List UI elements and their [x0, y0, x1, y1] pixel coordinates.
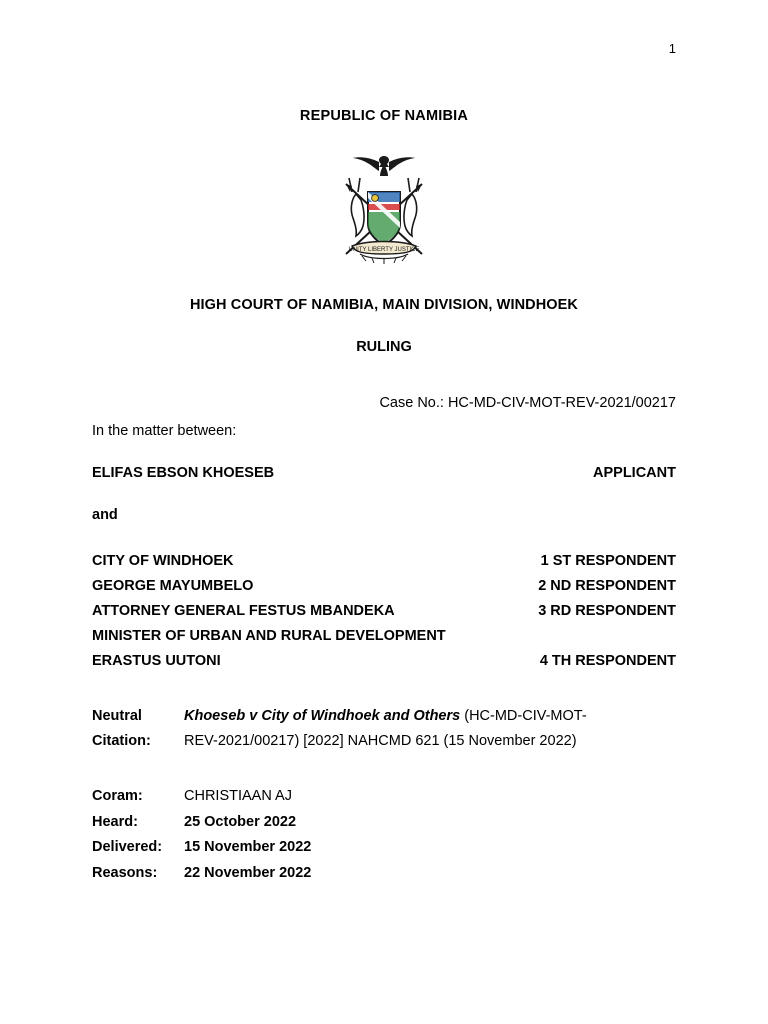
conjunction-and: and [92, 507, 118, 523]
applicant-name: ELIFAS EBSON KHOESEB [92, 465, 275, 481]
respondent-name: MINISTER OF URBAN AND RURAL DEVELOPMENT [92, 628, 446, 644]
respondent-row [92, 549, 676, 574]
neutral-citation-label: Neutral Citation: [92, 708, 151, 749]
heading-court: HIGH COURT OF NAMIBIA, MAIN DIVISION, WINDHOEK [189, 297, 579, 313]
reasons-row [92, 861, 676, 887]
coram-block [92, 784, 676, 886]
respondent-row [92, 624, 676, 649]
coram-value: CHRISTIAAN AJ [184, 788, 292, 804]
delivered-value: 15 November 2022 [184, 839, 312, 855]
case-number: Case No.: HC-MD-CIV-MOT-REV-2021/00217 [379, 395, 676, 411]
delivered-label: Delivered: [92, 839, 163, 855]
page-number: 1 [668, 41, 676, 56]
applicant-row [92, 465, 676, 481]
document-content [92, 108, 676, 886]
respondent-row [92, 599, 676, 624]
respondent-role [512, 624, 676, 649]
heard-label: Heard: [92, 813, 138, 830]
respondent-role: 3 RD RESPONDENT [538, 603, 676, 619]
heard-row [92, 810, 676, 836]
svg-text:UNITY LIBERTY JUSTICE: UNITY LIBERTY JUSTICE [348, 247, 420, 253]
respondent-name: ATTORNEY GENERAL FESTUS MBANDEKA [92, 603, 395, 619]
neutral-citation [92, 704, 676, 754]
heading-republic: REPUBLIC OF NAMIBIA [299, 108, 469, 124]
respondents-list [92, 549, 676, 674]
coram-row [92, 784, 676, 810]
citation-line2: REV-2021/00217) [2022] NAHCMD 621 (15 November 2022) [184, 733, 577, 749]
citation-rest-line1: (HC-MD-CIV-MOT- [460, 708, 587, 724]
reasons-label: Reasons: [92, 864, 158, 881]
respondent-role: 1 ST RESPONDENT [540, 553, 676, 569]
citation-case-title: Khoeseb v City of Windhoek and Others [184, 708, 461, 724]
respondent-row [92, 574, 676, 599]
respondent-role: 2 ND RESPONDENT [538, 578, 676, 594]
respondent-row [92, 649, 676, 674]
reasons-value: 22 November 2022 [184, 864, 312, 881]
delivered-row [92, 835, 676, 861]
crest-container [92, 150, 676, 275]
applicant-role: APPLICANT [593, 465, 676, 481]
heading-document-type: RULING [356, 339, 412, 355]
neutral-citation-value [184, 704, 676, 754]
matter-intro: In the matter between: [92, 423, 237, 439]
respondent-name: ERASTUS UUTONI [92, 653, 221, 669]
respondent-role: 4 TH RESPONDENT [539, 653, 676, 669]
coram-label: Coram: [92, 788, 143, 804]
respondent-name: CITY OF WINDHOEK [92, 553, 234, 569]
heard-value: 25 October 2022 [184, 813, 297, 830]
respondent-name: GEORGE MAYUMBELO [92, 578, 254, 594]
namibia-coat-of-arms-icon [322, 150, 446, 270]
